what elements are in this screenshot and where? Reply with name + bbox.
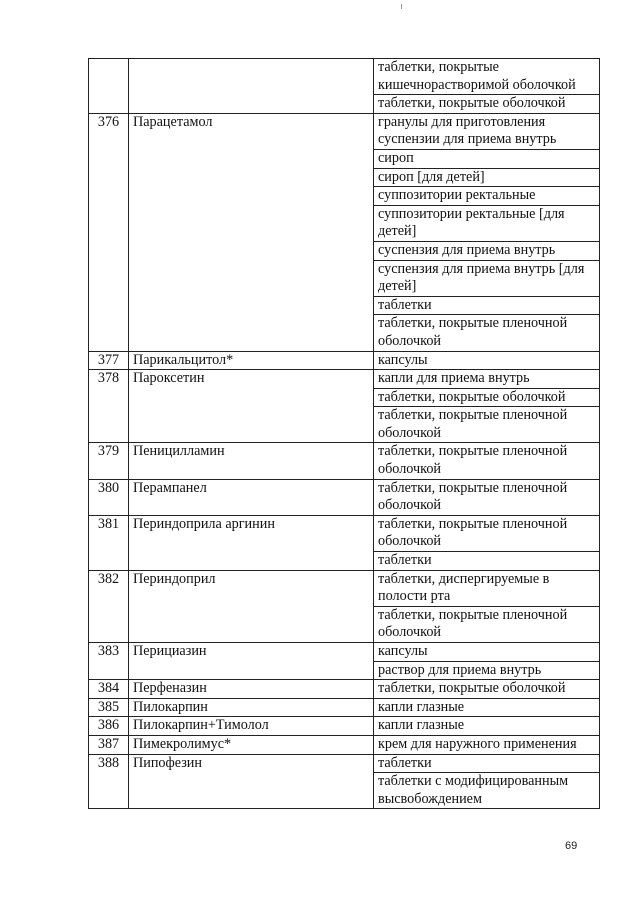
- row-number: 384: [89, 680, 129, 699]
- dosage-form: таблетки, покрытые оболочкой: [374, 95, 600, 114]
- scan-mark: [401, 4, 402, 9]
- row-number: 385: [89, 698, 129, 717]
- page-number: 69: [565, 840, 578, 852]
- table-row: [89, 351, 600, 370]
- dosage-form: сироп [для детей]: [374, 168, 600, 187]
- dosage-form: суппозитории ректальные [для детей]: [374, 205, 600, 241]
- table-row: [89, 443, 600, 479]
- dosage-form: таблетки, покрытые оболочкой: [374, 680, 600, 699]
- row-number: 388: [89, 754, 129, 809]
- drug-name: Парацетамол: [129, 113, 374, 351]
- drug-name: Перфеназин: [129, 680, 374, 699]
- dosage-form: таблетки: [374, 552, 600, 571]
- row-number: 387: [89, 735, 129, 754]
- dosage-form: капли для приема внутрь: [374, 370, 600, 389]
- dosage-form: таблетки, покрытые пленочной оболочкой: [374, 515, 600, 551]
- dosage-form: сироп: [374, 149, 600, 168]
- drug-table: [88, 58, 600, 809]
- row-number: 381: [89, 515, 129, 570]
- dosage-form: капсулы: [374, 643, 600, 662]
- table-row: [89, 570, 600, 606]
- dosage-form: таблетки, покрытые пленочной оболочкой: [374, 407, 600, 443]
- dosage-form: таблетки, покрытые кишечнорастворимой оболочкой: [374, 59, 600, 95]
- dosage-form: гранулы для приготовления суспензии для приема внутрь: [374, 113, 600, 149]
- dosage-form: таблетки, покрытые пленочной оболочкой: [374, 315, 600, 351]
- dosage-form: капли глазные: [374, 717, 600, 736]
- drug-name: Парикальцитол*: [129, 351, 374, 370]
- table-row: [89, 680, 600, 699]
- dosage-form: таблетки, покрытые пленочной оболочкой: [374, 479, 600, 515]
- table-row: [89, 59, 600, 95]
- drug-name: Перициазин: [129, 643, 374, 680]
- dosage-form: суспензия для приема внутрь: [374, 241, 600, 260]
- dosage-form: капсулы: [374, 351, 600, 370]
- dosage-form: раствор для приема внутрь: [374, 661, 600, 680]
- row-number: 379: [89, 443, 129, 479]
- drug-name: Периндоприла аргинин: [129, 515, 374, 570]
- dosage-form: таблетки, диспергируемые в полости рта: [374, 570, 600, 606]
- row-number: 382: [89, 570, 129, 642]
- drug-name: Пеницилламин: [129, 443, 374, 479]
- table-row: [89, 754, 600, 773]
- drug-name: Перампанел: [129, 479, 374, 515]
- dosage-form: таблетки: [374, 296, 600, 315]
- row-number: 380: [89, 479, 129, 515]
- dosage-form: крем для наружного применения: [374, 735, 600, 754]
- dosage-form: таблетки: [374, 754, 600, 773]
- row-number: [89, 59, 129, 114]
- drug-name: Пипофезин: [129, 754, 374, 809]
- row-number: 376: [89, 113, 129, 351]
- dosage-form: таблетки, покрытые пленочной оболочкой: [374, 443, 600, 479]
- table-row: [89, 717, 600, 736]
- dosage-form: суспензия для приема внутрь [для детей]: [374, 260, 600, 296]
- dosage-form: таблетки с модифицированным высвобождением: [374, 773, 600, 809]
- table-row: [89, 643, 600, 662]
- dosage-form: суппозитории ректальные: [374, 187, 600, 206]
- table-row: [89, 698, 600, 717]
- table-row: [89, 515, 600, 551]
- drug-name: Периндоприл: [129, 570, 374, 642]
- table-row: [89, 735, 600, 754]
- table-body: [89, 59, 600, 809]
- table-row: [89, 370, 600, 389]
- dosage-form: таблетки, покрытые пленочной оболочкой: [374, 606, 600, 642]
- drug-name: Пилокарпин: [129, 698, 374, 717]
- table-row: [89, 479, 600, 515]
- drug-name: Пилокарпин+Тимолол: [129, 717, 374, 736]
- row-number: 378: [89, 370, 129, 443]
- row-number: 386: [89, 717, 129, 736]
- dosage-form: капли глазные: [374, 698, 600, 717]
- dosage-form: таблетки, покрытые оболочкой: [374, 388, 600, 407]
- drug-name: Пимекролимус*: [129, 735, 374, 754]
- table-row: [89, 113, 600, 149]
- row-number: 377: [89, 351, 129, 370]
- drug-name: [129, 59, 374, 114]
- drug-name: Пароксетин: [129, 370, 374, 443]
- row-number: 383: [89, 643, 129, 680]
